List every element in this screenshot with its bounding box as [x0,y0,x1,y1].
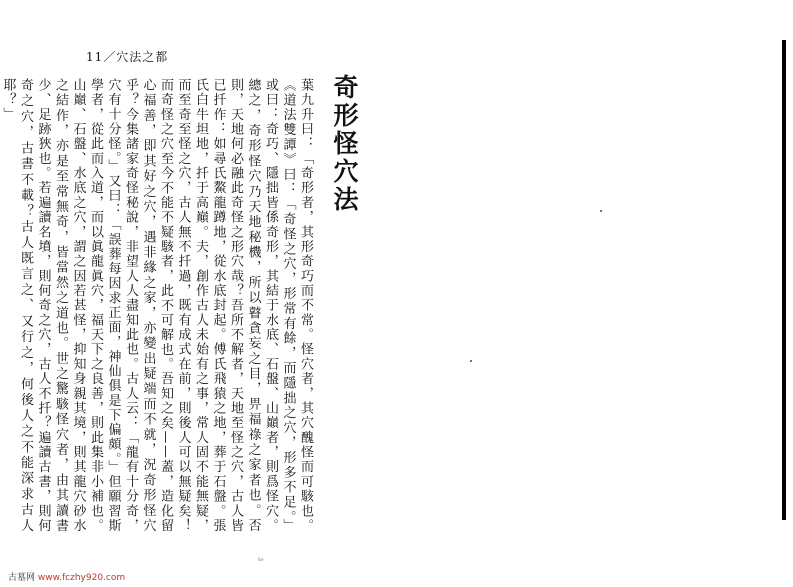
page-mark: ᵗᵉ [258,557,264,567]
body-text [0,78,314,533]
body-paragraph: 葉九升曰：「奇形者，其形奇巧而不常。怪穴者，其穴醜怪而可駭也。《道法雙譚》曰：「奇怪之穴，形常有餘，而隱拙之穴，形多不足。」或曰：奇巧、隱拙皆係奇形，其結于水底、石盤、山巔者，則爲怪穴。總之，奇形怪穴乃天地秘機，所以瞽貪妄之目，畀福祿之家者也。否則，天地何必融此奇怪之形穴哉？吾所不解者，天地至怪之穴，古人皆已扦作：如尋氏鰲龍蹲地，從水底封起。傅氏飛猿之地，葬于石盤。張氏白牛坦地，扦于高巔。夫，創作古人未始有之事，常人固不能無疑，而至奇至怪之穴，古人無不扦過，既有成式在前，則後人可以無疑矣！而奇怪之穴至今不能不疑駭者，此不可解也。吾知之矣——蓋，造化留心福善，即其好之穴，遇非緣之家，亦變出疑端而不就，況奇形怪穴乎？今集諸家奇怪秘說，非望人人盡知此也。古人云：「龍有十分奇，穴有十分怪。」又曰：「誤葬每因求正面，神仙俱是下偏頗。」但願習斯學者，從此而入道，而以眞龍眞穴，福天下之良善，則此集非小補也。山巔、石盤、水底之穴，謂之因若甚怪，抑知身親其境，則其龍穴砂水之結作，亦是至常無奇，皆當然之道也。世之驚駭怪穴者，由其讀書少、足跡狹也。若遍讀名墳，則何奇之穴，古人不扦？遍讀古書，則何奇之穴，古書不載？古人既言之、又行之，何後人之不能深求古人耶？」 [0,78,313,533]
footer-url[interactable]: www.fczhy920.com [37,573,126,583]
scan-speck [600,210,602,212]
scan-speck [470,360,472,362]
running-head: 11／穴法之都 [86,50,169,64]
chapter-title: 奇形怪穴法 [330,74,359,214]
footer-label: 古墓网 [8,573,36,583]
watermark-footer [8,570,125,583]
scan-edge-border [782,40,786,520]
